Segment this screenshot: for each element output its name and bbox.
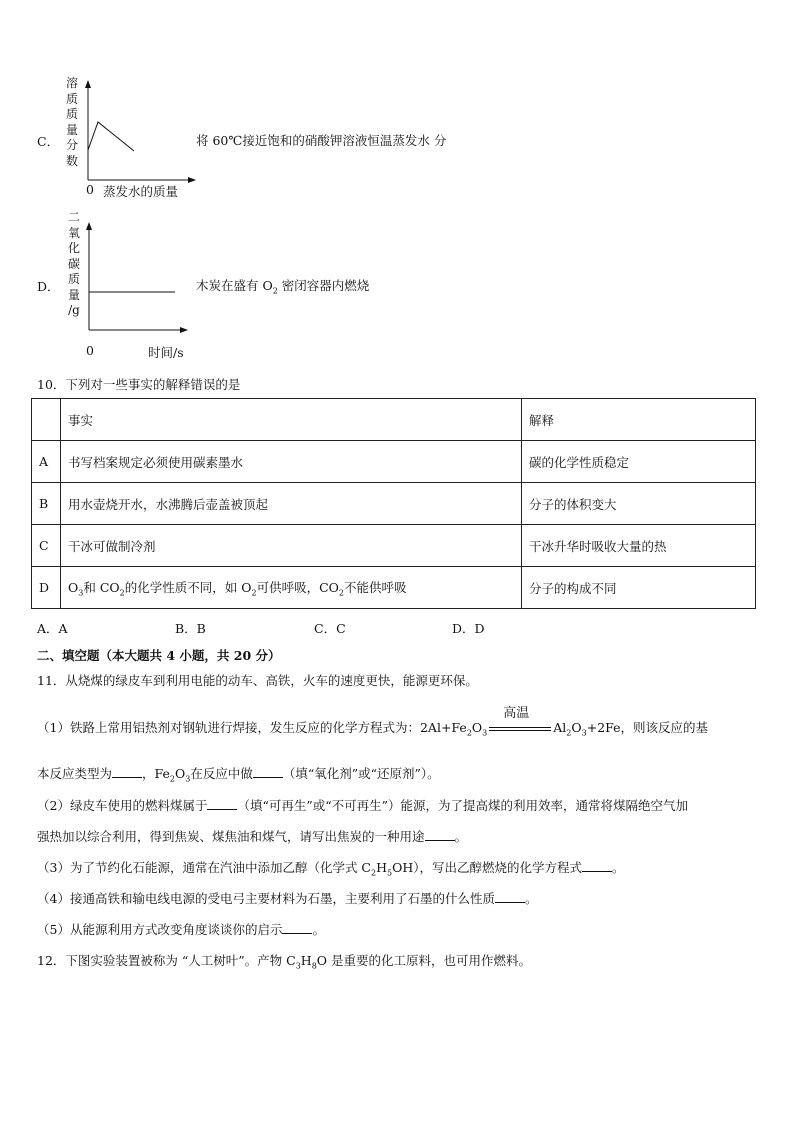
row-explain: 分子的构成不同	[522, 567, 756, 609]
x-axis-arrow	[188, 177, 196, 183]
ylabel-char: 质	[65, 107, 78, 121]
option-c-letter: C．	[37, 134, 60, 149]
ylabel-char: 量	[67, 287, 80, 302]
table-row	[32, 483, 756, 525]
q11-stem: 11．从烧煤的绿皮车到利用电能的动车、高铁，火车的速度更快，能源更环保。	[37, 673, 478, 688]
table-cell-empty	[32, 399, 61, 441]
q11-part2-line2: 强热加以综合利用，得到焦炭、煤焦油和煤气，请写出焦炭的一种用途 。	[37, 829, 468, 844]
reaction-condition: 高温	[503, 705, 530, 721]
row-fact: $O_3$和 $CO_2$的化学性质不同，如 $O_2$可供呼吸，$CO_2$不能供呼吸	[61, 567, 522, 609]
q11-part2-line1: （2）绿皮车使用的燃料煤属于 （填“可再生”或“不可再生”）能源，为了提高煤的利用效率，通常将煤隔绝空气加	[37, 798, 689, 813]
row-explain: 碳的化学性质稳定	[522, 441, 756, 483]
row-fact: 干冰可做制冷剂	[61, 525, 522, 567]
ylabel-char: 量	[65, 122, 78, 137]
answer-blank[interactable]	[282, 921, 312, 934]
row-fact: 书写档案规定必须使用碳素墨水	[61, 441, 522, 483]
choice-b[interactable]: B．B	[175, 621, 206, 636]
row-label: B	[32, 483, 61, 525]
table-header-row	[32, 399, 756, 441]
q10-stem: 10．下列对一些事实的解释错误的是	[37, 377, 241, 392]
option-c-graph	[80, 80, 200, 180]
ylabel-char: 二	[67, 210, 80, 224]
choice-a[interactable]: A．A	[37, 621, 68, 636]
option-d-graph	[80, 222, 192, 334]
option-d-origin: 0	[86, 343, 94, 358]
option-c-xlabel: 蒸发水的质量	[103, 184, 179, 199]
facts-table	[31, 398, 756, 609]
answer-blank[interactable]	[207, 797, 237, 810]
q12-stem: 12．下图实验装置被称为 “人工树叶”。产物 $C_3H_8O$ 是重要的化工原料，也可用作燃料。	[37, 953, 532, 971]
q11-part1-line1: （1）铁路上常用铝热剂对钢轨进行焊接，发生反应的化学方程式为：$2Al+Fe_2O_3$ 高温 $Al_2O_3+2Fe$，则该反应的基	[37, 718, 708, 738]
row-fact: 用水壶烧开水，水沸腾后壶盖被顶起	[61, 483, 522, 525]
ylabel-char: 数	[65, 153, 78, 168]
y-axis-arrow	[85, 80, 91, 88]
q11-part5: （5）从能源利用方式改变角度谈谈你的启示 。	[37, 922, 325, 937]
q11-part1-line2: 本反应类型为 ，$Fe_2O_3$在反应中做 （填“氧化剂”或“还原剂”）。	[37, 766, 440, 784]
q11-part3: （3）为了节约化石能源，通常在汽油中添加乙醇（化学式 $C_2H_5OH$），写出乙醇燃烧的化学方程式 。	[37, 860, 625, 878]
table-row	[32, 525, 756, 567]
table-header-fact: 事实	[61, 399, 522, 441]
option-d-letter: D．	[37, 279, 60, 294]
ylabel-char: 质	[67, 272, 80, 286]
x-axis-arrow	[180, 327, 188, 333]
option-c-description: 将 60℃接近饱和的硝酸钾溶液恒温蒸发水 分	[196, 133, 447, 148]
table-row	[32, 567, 756, 609]
ylabel-char: 溶	[65, 76, 78, 90]
row-label: D	[32, 567, 61, 609]
ylabel-char: 氧	[67, 225, 80, 240]
section-title: 二、填空题（本大题共 4 小题，共 20 分）	[37, 648, 281, 663]
option-c-origin: 0	[86, 182, 94, 197]
option-c-ylabel	[64, 76, 80, 169]
row-label: C	[32, 525, 61, 567]
y-axis-arrow	[86, 222, 92, 230]
row-label: A	[32, 441, 61, 483]
row-explain: 分子的体积变大	[522, 483, 756, 525]
q11-part4: （4）接通高铁和输电线电源的受电弓主要材料为石墨，主要利用了石墨的什么性质 。	[37, 891, 538, 906]
choice-c[interactable]: C．C	[314, 621, 346, 636]
table-row	[32, 441, 756, 483]
ylabel-char: 分	[65, 138, 78, 152]
ylabel-char: 化	[67, 241, 80, 255]
table-header-explain: 解释	[522, 399, 756, 441]
ylabel-char: /g	[68, 303, 80, 317]
answer-blank[interactable]	[425, 828, 455, 841]
option-d-description: 木炭在盛有 $O_2$ 密闭容器内燃烧	[196, 278, 370, 296]
answer-blank[interactable]	[582, 859, 612, 872]
option-d-xlabel: 时间/s	[148, 345, 184, 360]
answer-blank[interactable]	[253, 765, 283, 778]
answer-blank[interactable]	[495, 890, 525, 903]
reaction-arrow	[489, 705, 551, 736]
curve	[88, 122, 134, 151]
ylabel-char: 质	[65, 91, 78, 106]
ylabel-char: 碳	[67, 256, 80, 271]
choice-d[interactable]: D．D	[452, 621, 485, 636]
answer-blank[interactable]	[112, 765, 142, 778]
row-explain: 干冰升华时吸收大量的热	[522, 525, 756, 567]
